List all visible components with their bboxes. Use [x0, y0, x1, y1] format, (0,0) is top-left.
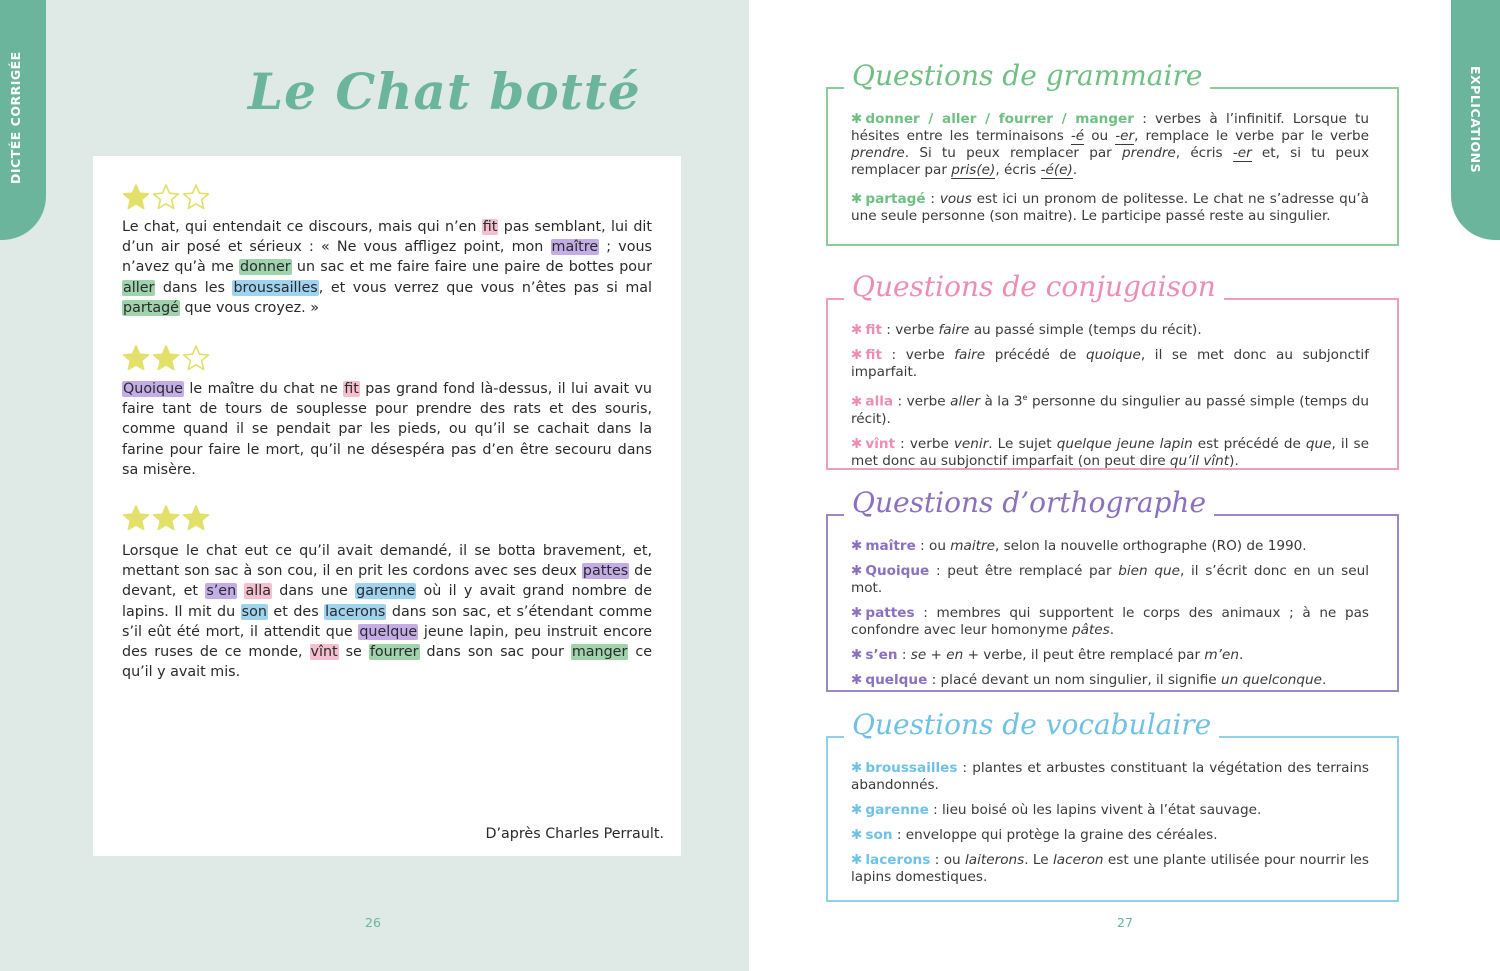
- spelling-item: ✱ s’en : se + en + verbe, il peut être remplacé par m’en.: [851, 647, 1244, 663]
- page-number-right: 27: [1117, 915, 1133, 930]
- vocabulary-item: ✱ lacerons : ou laiterons. Le laceron est une plante utilisée pour nourrir les lapins domestiques.: [851, 852, 1369, 885]
- spelling-item: ✱ Quoique : peut être remplacé par bien que, il s’écrit donc en un seul mot.: [851, 563, 1369, 596]
- asterisk-icon: ✱: [851, 191, 863, 207]
- conjugation-questions-title: Questions de conjugaison: [844, 270, 1224, 303]
- spelling-questions-title: Questions d’orthographe: [844, 486, 1214, 519]
- asterisk-icon: ✱: [851, 322, 863, 338]
- dictation-paragraph-2: Quoique le maître du chat ne fit pas grand fond là-dessus, il lui avait vu faire tant de tours de souplesse pour prendre des rats et des souris, comme quand il se pendait par les pieds, ou qu’il se cachait dans la farine pour faire le mort, qu’il ne désespéra pas d’en être secouru dans sa misère.: [122, 381, 652, 478]
- conjugation-item: ✱ vînt : verbe venir. Le sujet quelque jeune lapin est précédé de que, il se met donc au subjonctif imparfait (on peut dire qu’il vînt).: [851, 435, 1369, 469]
- vocabulary-item: ✱ garenne : lieu boisé où les lapins vivent à l’état sauvage.: [851, 802, 1262, 818]
- highlight-maitre: maître: [551, 239, 599, 256]
- highlight-quoique: Quoique: [123, 381, 183, 397]
- star-filled-icon: [182, 504, 210, 532]
- highlight-quelque: quelque: [359, 623, 418, 640]
- difficulty-rating-1: [122, 183, 210, 211]
- highlight-manger: manger: [571, 644, 628, 661]
- asterisk-icon: ✱: [851, 802, 863, 818]
- side-tab-label: EXPLICATIONS: [1468, 66, 1483, 174]
- vocabulary-item: ✱ broussailles : plantes et arbustes constituant la végétation des terrains abandonnés.: [851, 760, 1369, 793]
- star-filled-icon: [122, 344, 150, 372]
- asterisk-icon: ✱: [851, 760, 863, 776]
- dictation-card: [93, 156, 681, 856]
- asterisk-icon: ✱: [851, 347, 863, 363]
- highlight-son: son: [241, 603, 267, 620]
- grammar-item: ✱ donner / aller / fourrer / manger : verbes à l’infinitif. Lorsque tu hésites entre les terminaisons -é ou -er, remplace le verbe par le verbe prendre. Si tu peux remplacer par prendre, écris -er et, si tu peux remplacer par pris(e), écris -é(e).: [851, 111, 1370, 178]
- star-empty-icon: [182, 183, 210, 211]
- conjugation-item: ✱ fit : verbe faire précédé de quoique, il se met donc au subjonctif imparfait.: [851, 347, 1369, 380]
- highlight-sen: s’en: [206, 583, 237, 600]
- highlight-fourrer: fourrer: [369, 644, 419, 661]
- page-number-left: 26: [365, 915, 381, 930]
- dictation-paragraph-1: Le chat, qui entendait ce discours, mais qui n’en fit pas semblant, lui dit d’un air posé et sérieux : « Ne vous affligez point, mon maître ; vous n’avez qu’à me donner un sac et me faire faire une paire de bottes pour aller dans les broussailles, et vous verrez que vous n’êtes pas si mal partagé que vous croyez. »: [122, 219, 652, 316]
- conjugation-item: ✱ alla : verbe aller à la 3e personne du singulier au passé simple (temps du récit).: [851, 393, 1369, 427]
- side-tab-explications: [1451, 0, 1500, 240]
- spelling-questions-box: [826, 486, 1399, 692]
- difficulty-rating-3: [122, 504, 210, 532]
- highlight-fit: fit: [482, 219, 498, 235]
- highlight-garenne: garenne: [356, 583, 416, 600]
- asterisk-icon: ✱: [851, 672, 863, 688]
- highlight-aller: aller: [123, 279, 155, 296]
- star-empty-icon: [152, 183, 180, 211]
- asterisk-icon: ✱: [851, 538, 863, 554]
- highlight-alla: alla: [245, 583, 271, 600]
- asterisk-icon: ✱: [851, 827, 863, 843]
- highlight-fit: fit: [344, 381, 359, 397]
- grammar-item: ✱ partagé : vous est ici un pronom de politesse. Le chat ne s’adresse qu’à une seule personne (son maitre). Le participe passé reste au singulier.: [851, 191, 1369, 224]
- highlight-vint: vînt: [310, 644, 338, 661]
- vocabulary-item: ✱ son : enveloppe qui protège la graine des céréales.: [851, 827, 1218, 843]
- highlight-pattes: pattes: [582, 563, 629, 580]
- vocabulary-questions-title: Questions de vocabulaire: [844, 708, 1219, 741]
- asterisk-icon: ✱: [851, 393, 863, 410]
- spelling-item: ✱ maître : ou maitre, selon la nouvelle orthographe (RO) de 1990.: [851, 538, 1307, 554]
- asterisk-icon: ✱: [851, 647, 863, 663]
- dictation-paragraph-3: Lorsque le chat eut ce qu’il avait demandé, il se botta bravement, et, mettant son sac à son cou, il en prit les cordons avec ses deux pattes de devant, et s’en alla dans une garenne où il y avait grand nombre de lapins. Il mit du son et des lacerons dans son sac, et s’étendant comme s’il eût été mort, il attendit que quelque jeune lapin, peu instruit encore des ruses de ce monde, vînt se fourrer dans son sac pour manger ce qu’il y avait mis.: [122, 543, 653, 681]
- grammar-questions-box: [826, 59, 1399, 246]
- conjugation-questions-box: [826, 270, 1399, 470]
- asterisk-icon: ✱: [851, 435, 863, 452]
- highlight-lacerons: lacerons: [325, 603, 386, 620]
- star-filled-icon: [122, 183, 150, 211]
- side-tab-dictee: [0, 0, 46, 240]
- right-page: [749, 0, 1500, 971]
- star-filled-icon: [152, 344, 180, 372]
- highlight-partage: partagé: [123, 299, 179, 316]
- spelling-item: ✱ pattes : membres qui supportent le corps des animaux ; à ne pas confondre avec leur homonyme pâtes.: [851, 605, 1369, 638]
- conjugation-item: ✱ fit : verbe faire au passé simple (temps du récit).: [851, 322, 1202, 338]
- grammar-questions-title: Questions de grammaire: [844, 59, 1210, 92]
- highlight-broussailles: broussailles: [233, 279, 318, 296]
- asterisk-icon: ✱: [851, 111, 863, 127]
- asterisk-icon: ✱: [851, 852, 863, 868]
- star-empty-icon: [182, 344, 210, 372]
- asterisk-icon: ✱: [851, 563, 863, 579]
- highlight-donner: donner: [240, 259, 291, 276]
- page-title: Le Chat botté: [248, 62, 641, 121]
- spelling-item: ✱ quelque : placé devant un nom singulier, il signifie un quelconque.: [851, 672, 1327, 688]
- attribution: D’après Charles Perrault.: [485, 826, 664, 842]
- star-filled-icon: [152, 504, 180, 532]
- asterisk-icon: ✱: [851, 605, 863, 621]
- star-filled-icon: [122, 504, 150, 532]
- vocabulary-questions-box: [826, 708, 1399, 902]
- left-page: [0, 0, 749, 971]
- side-tab-label: DICTÉE CORRIGÉE: [8, 51, 23, 184]
- difficulty-rating-2: [122, 344, 210, 372]
